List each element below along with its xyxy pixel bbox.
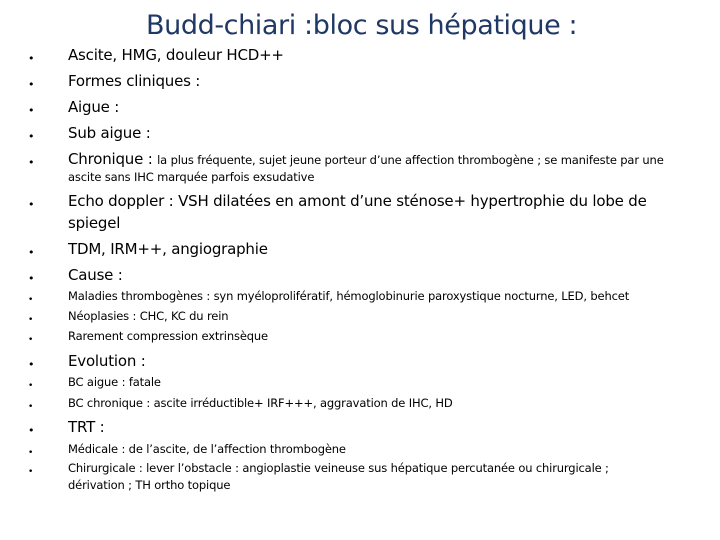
bullet: •	[28, 424, 35, 437]
list-item-ascite	[28, 44, 698, 66]
bullet: •	[28, 467, 34, 477]
bullet: •	[28, 52, 35, 65]
list-item-cause	[28, 264, 698, 286]
bullet: •	[28, 272, 35, 285]
item-text: Cause :	[68, 266, 123, 284]
bullet: •	[28, 335, 34, 345]
bullet: •	[28, 295, 34, 305]
list-item-evo-2	[28, 394, 698, 413]
item-text: Aigue :	[68, 98, 120, 116]
slide-title: Budd-chiari :bloc sus hépatique :	[146, 10, 578, 41]
bullet: •	[28, 448, 34, 458]
bullet: •	[28, 104, 35, 117]
bullet: •	[28, 358, 35, 371]
list-item-echo	[28, 190, 668, 234]
list-item-formes	[28, 70, 698, 92]
list-item-evolution	[28, 350, 698, 372]
list-item-trt-2	[28, 460, 628, 494]
item-text: Néoplasies : CHC, KC du rein	[68, 309, 229, 323]
item-text: TRT :	[68, 418, 105, 436]
item-text: Maladies thrombogènes : syn myéloprolifératif, hémoglobinurie paroxystique nocturne, LED, behcet	[68, 289, 630, 303]
item-text: Echo doppler : VSH dilatées en amont d’une sténose+ hypertrophie du lobe de spiegel	[68, 192, 647, 232]
item-text: Evolution :	[68, 352, 146, 370]
bullet: •	[28, 130, 35, 143]
item-text: Chirurgicale : lever l’obstacle : angioplastie veineuse sus hépatique percutanée ou chirurgicale ; dérivation ; TH ortho topique	[68, 461, 609, 492]
bullet: •	[28, 78, 35, 91]
bullet: •	[28, 402, 34, 412]
list-item-evo-1	[28, 373, 698, 392]
bullet: •	[28, 315, 34, 325]
item-text: Médicale : de l’ascite, de l’affection thrombogène	[68, 442, 346, 456]
list-item-cause-1	[28, 287, 698, 306]
item-text: Sub aigue :	[68, 124, 151, 142]
list-item-trt-1	[28, 440, 698, 459]
item-text: Rarement compression extrinsèque	[68, 329, 268, 343]
list-item-subaigue	[28, 122, 698, 144]
item-text: BC chronique : ascite irréductible+ IRF+++, aggravation de IHC, HD	[68, 396, 453, 410]
item-text: ascite sans IHC marquée parfois exsudative	[68, 170, 315, 184]
list-item-trt	[28, 416, 698, 438]
item-text: Formes cliniques :	[68, 72, 201, 90]
list-item-cause-2	[28, 307, 698, 326]
item-text: Ascite, HMG, douleur HCD++	[68, 46, 284, 64]
bullet: •	[28, 198, 35, 211]
list-item-cause-3	[28, 327, 698, 346]
item-text: BC aigue : fatale	[68, 375, 161, 389]
bullet: •	[28, 246, 35, 259]
list-item-tdm	[28, 238, 698, 260]
bullet: •	[28, 381, 34, 391]
item-text: TDM, IRM++, angiographie	[68, 240, 268, 258]
item-detail: la plus fréquente, sujet jeune porteur d’une affection thrombogène ; se manifeste par une	[157, 153, 664, 167]
bullet: •	[28, 156, 35, 169]
item-label: Chronique :	[68, 150, 158, 168]
list-item-aigue	[28, 96, 698, 118]
list-item-chronique-cont	[68, 168, 698, 187]
